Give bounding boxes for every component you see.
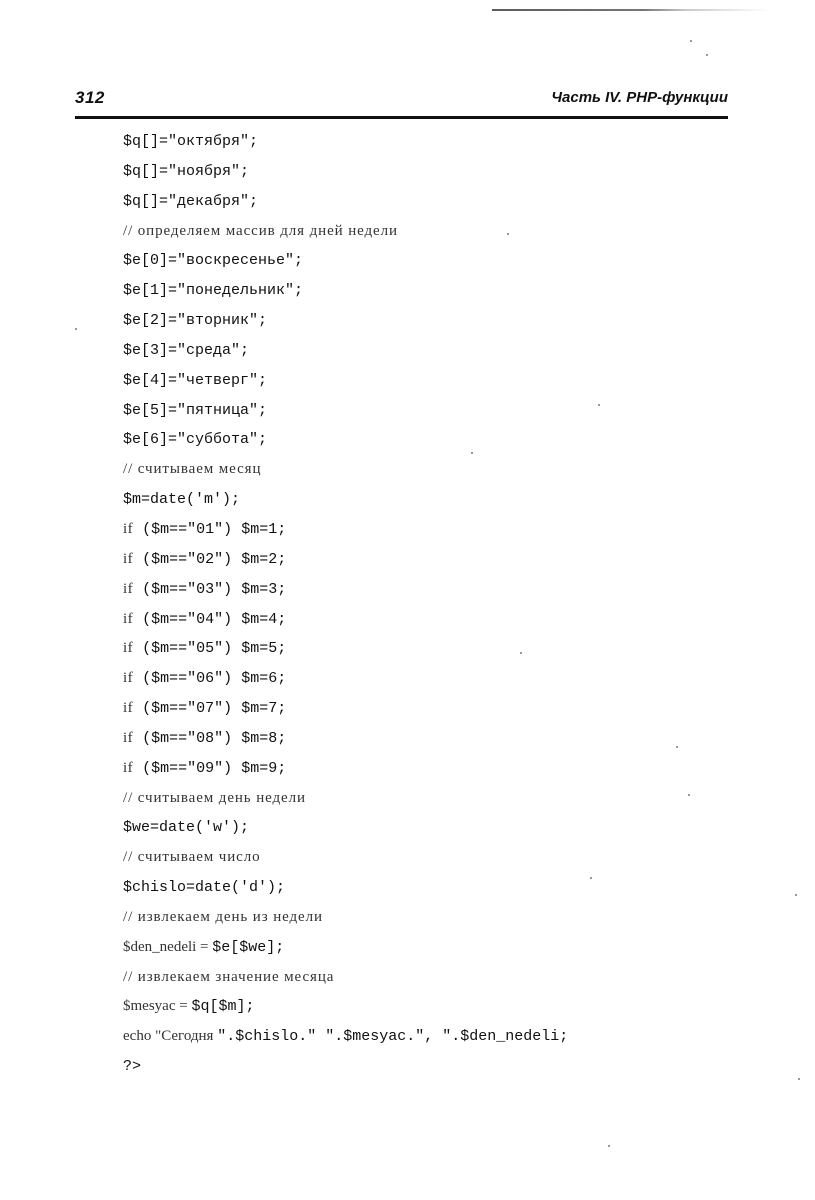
scan-speck — [590, 877, 592, 879]
code-comment-line: // считываем день недели — [123, 789, 306, 806]
code-line — [123, 933, 568, 963]
code-comment-line: // извлекаем значение месяца — [123, 968, 335, 985]
code-line — [123, 754, 568, 784]
header-rule — [75, 116, 728, 119]
code-line: ?> — [123, 1058, 142, 1076]
scan-speck — [795, 894, 797, 896]
page-header — [75, 88, 728, 112]
code-line: $e[2]="вторник"; — [123, 312, 268, 330]
code-line — [123, 575, 568, 605]
code-line: $we=date('w'); — [123, 819, 250, 837]
code-keyword: if — [123, 670, 134, 687]
code-keyword: if — [123, 610, 134, 627]
code-line: $e[5]="пятница"; — [123, 401, 268, 419]
code-line — [123, 1022, 568, 1052]
code-line — [123, 634, 568, 664]
code-line: $e[1]="понедельник"; — [123, 282, 304, 300]
code-lead: $mesyac = — [123, 998, 192, 1015]
page-number: 312 — [75, 88, 105, 107]
code-text: ($m=="05") $m=5; — [133, 640, 287, 658]
code-comment-line: // извлекаем день из недели — [123, 908, 323, 925]
code-listing — [123, 127, 568, 1082]
code-line — [123, 694, 568, 724]
code-keyword: if — [123, 640, 134, 657]
code-keyword: if — [123, 759, 134, 776]
code-lead: echo "Сегодня — [123, 1028, 218, 1045]
scan-speck — [598, 404, 600, 406]
scan-speck — [706, 54, 708, 56]
code-line — [123, 664, 568, 694]
scan-speck — [690, 40, 692, 42]
code-text: ".$chislo." ".$mesyac.", ".$den_nedeli; — [217, 1028, 569, 1046]
code-text: ($m=="03") $m=3; — [133, 580, 287, 598]
code-line: $e[3]="среда"; — [123, 341, 250, 359]
code-keyword: if — [123, 550, 134, 567]
scan-artifact-line — [492, 9, 768, 11]
code-line: $e[0]="воскресенье"; — [123, 252, 304, 270]
code-text: $e[$we]; — [212, 938, 285, 956]
code-line: $chislo=date('d'); — [123, 879, 286, 897]
code-keyword: if — [123, 580, 134, 597]
code-comment-line: // считываем число — [123, 849, 261, 866]
code-keyword: if — [123, 700, 134, 717]
code-text: $q[$m]; — [191, 998, 255, 1016]
code-text: ($m=="01") $m=1; — [133, 520, 287, 538]
running-head: Часть IV. PHP-функции — [551, 89, 728, 106]
code-keyword: if — [123, 520, 134, 537]
code-line — [123, 605, 568, 635]
code-text: ($m=="08") $m=8; — [133, 729, 287, 747]
code-line: $q[]="ноября"; — [123, 162, 250, 180]
code-text: ($m=="09") $m=9; — [133, 759, 287, 777]
code-line: $q[]="декабря"; — [123, 192, 259, 210]
code-line: $e[6]="суббота"; — [123, 431, 268, 449]
code-line — [123, 515, 568, 545]
code-line — [123, 992, 568, 1022]
scan-speck — [608, 1145, 610, 1147]
code-line: $e[4]="четверг"; — [123, 371, 268, 389]
code-comment-line: // определяем массив для дней недели — [123, 222, 398, 239]
scan-speck — [688, 794, 690, 796]
scan-speck — [676, 746, 678, 748]
code-line: $m=date('m'); — [123, 491, 241, 509]
code-line — [123, 724, 568, 754]
code-text: ($m=="04") $m=4; — [133, 610, 287, 628]
code-text: ($m=="06") $m=6; — [133, 670, 287, 688]
code-line — [123, 545, 568, 575]
scan-speck — [798, 1078, 800, 1080]
code-text: ($m=="02") $m=2; — [133, 550, 287, 568]
scan-speck — [75, 328, 77, 330]
code-text: ($m=="07") $m=7; — [133, 700, 287, 718]
code-comment-line: // считываем месяц — [123, 461, 262, 478]
code-lead: $den_nedeli = — [123, 938, 213, 955]
code-keyword: if — [123, 729, 134, 746]
code-line: $q[]="октября"; — [123, 133, 259, 150]
